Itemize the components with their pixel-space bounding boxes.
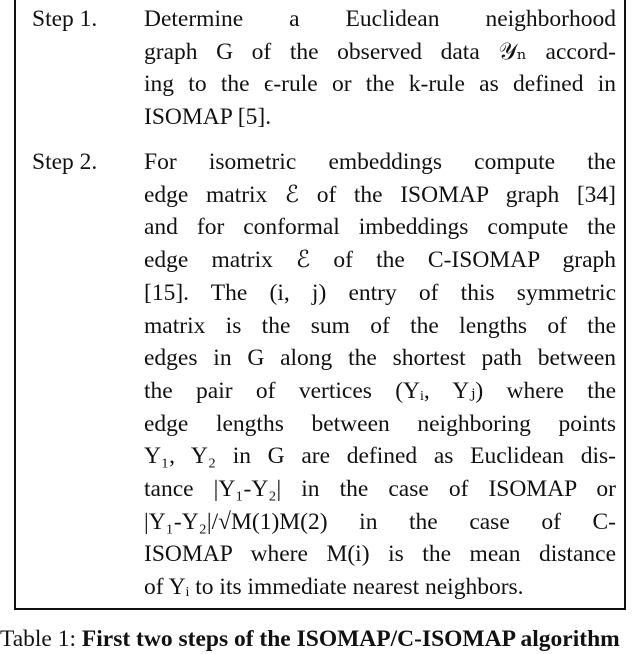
step-2-line: the pair of vertices (Yᵢ, Yⱼ) where the — [144, 377, 616, 404]
step-1-line: ing to the ϵ-rule or the k-rule as defined in — [144, 71, 616, 98]
step-2-line: of Yᵢ to its immediate nearest neighbors. — [144, 574, 524, 601]
caption-prefix: Table 1: — [0, 626, 77, 652]
step-1-label: Step 1. — [32, 6, 98, 32]
table-caption — [0, 624, 620, 654]
step-2-line: Y₁, Y₂ in G are defined as Euclidean dis- — [144, 443, 616, 470]
step-2-line: matrix is the sum of the lengths of the — [144, 312, 616, 339]
step-2-line: ISOMAP where M(i) is the mean distance — [144, 541, 616, 568]
step-1-line: Determine a Euclidean neighborhood — [144, 6, 616, 32]
step-2-line: edge matrix ℰ of the ISOMAP graph [34] — [144, 181, 616, 208]
step-2-row — [32, 146, 616, 604]
step-1-line: ISOMAP [5]. — [144, 104, 272, 131]
step-2-line: and for conformal imbeddings compute the — [144, 214, 616, 241]
step-2-line: edges in G along the shortest path between — [144, 345, 616, 372]
step-1-text — [144, 3, 616, 134]
step-2-line: For isometric embeddings compute the — [144, 149, 616, 175]
algorithm-table — [14, 0, 626, 610]
step-2-line: [15]. The (i, j) entry of this symmetric — [144, 279, 616, 306]
step-2-line: tance |Y₁-Y₂| in the case of ISOMAP or — [144, 476, 616, 503]
step-2-line: edge matrix ℰ of the C-ISOMAP graph — [144, 247, 616, 274]
step-2-line: |Y₁-Y₂|/√M(1)M(2) in the case of C- — [144, 508, 616, 535]
step-1-line: graph G of the observed data 𝒴ₙ accord- — [144, 38, 616, 65]
step-2-label: Step 2. — [32, 149, 98, 175]
step-1-row — [32, 3, 616, 134]
step-2-text — [144, 146, 616, 604]
caption-title: First two steps of the ISOMAP/C-ISOMAP algorithm — [81, 626, 620, 652]
step-2-line: edge lengths between neighboring points — [144, 410, 616, 437]
